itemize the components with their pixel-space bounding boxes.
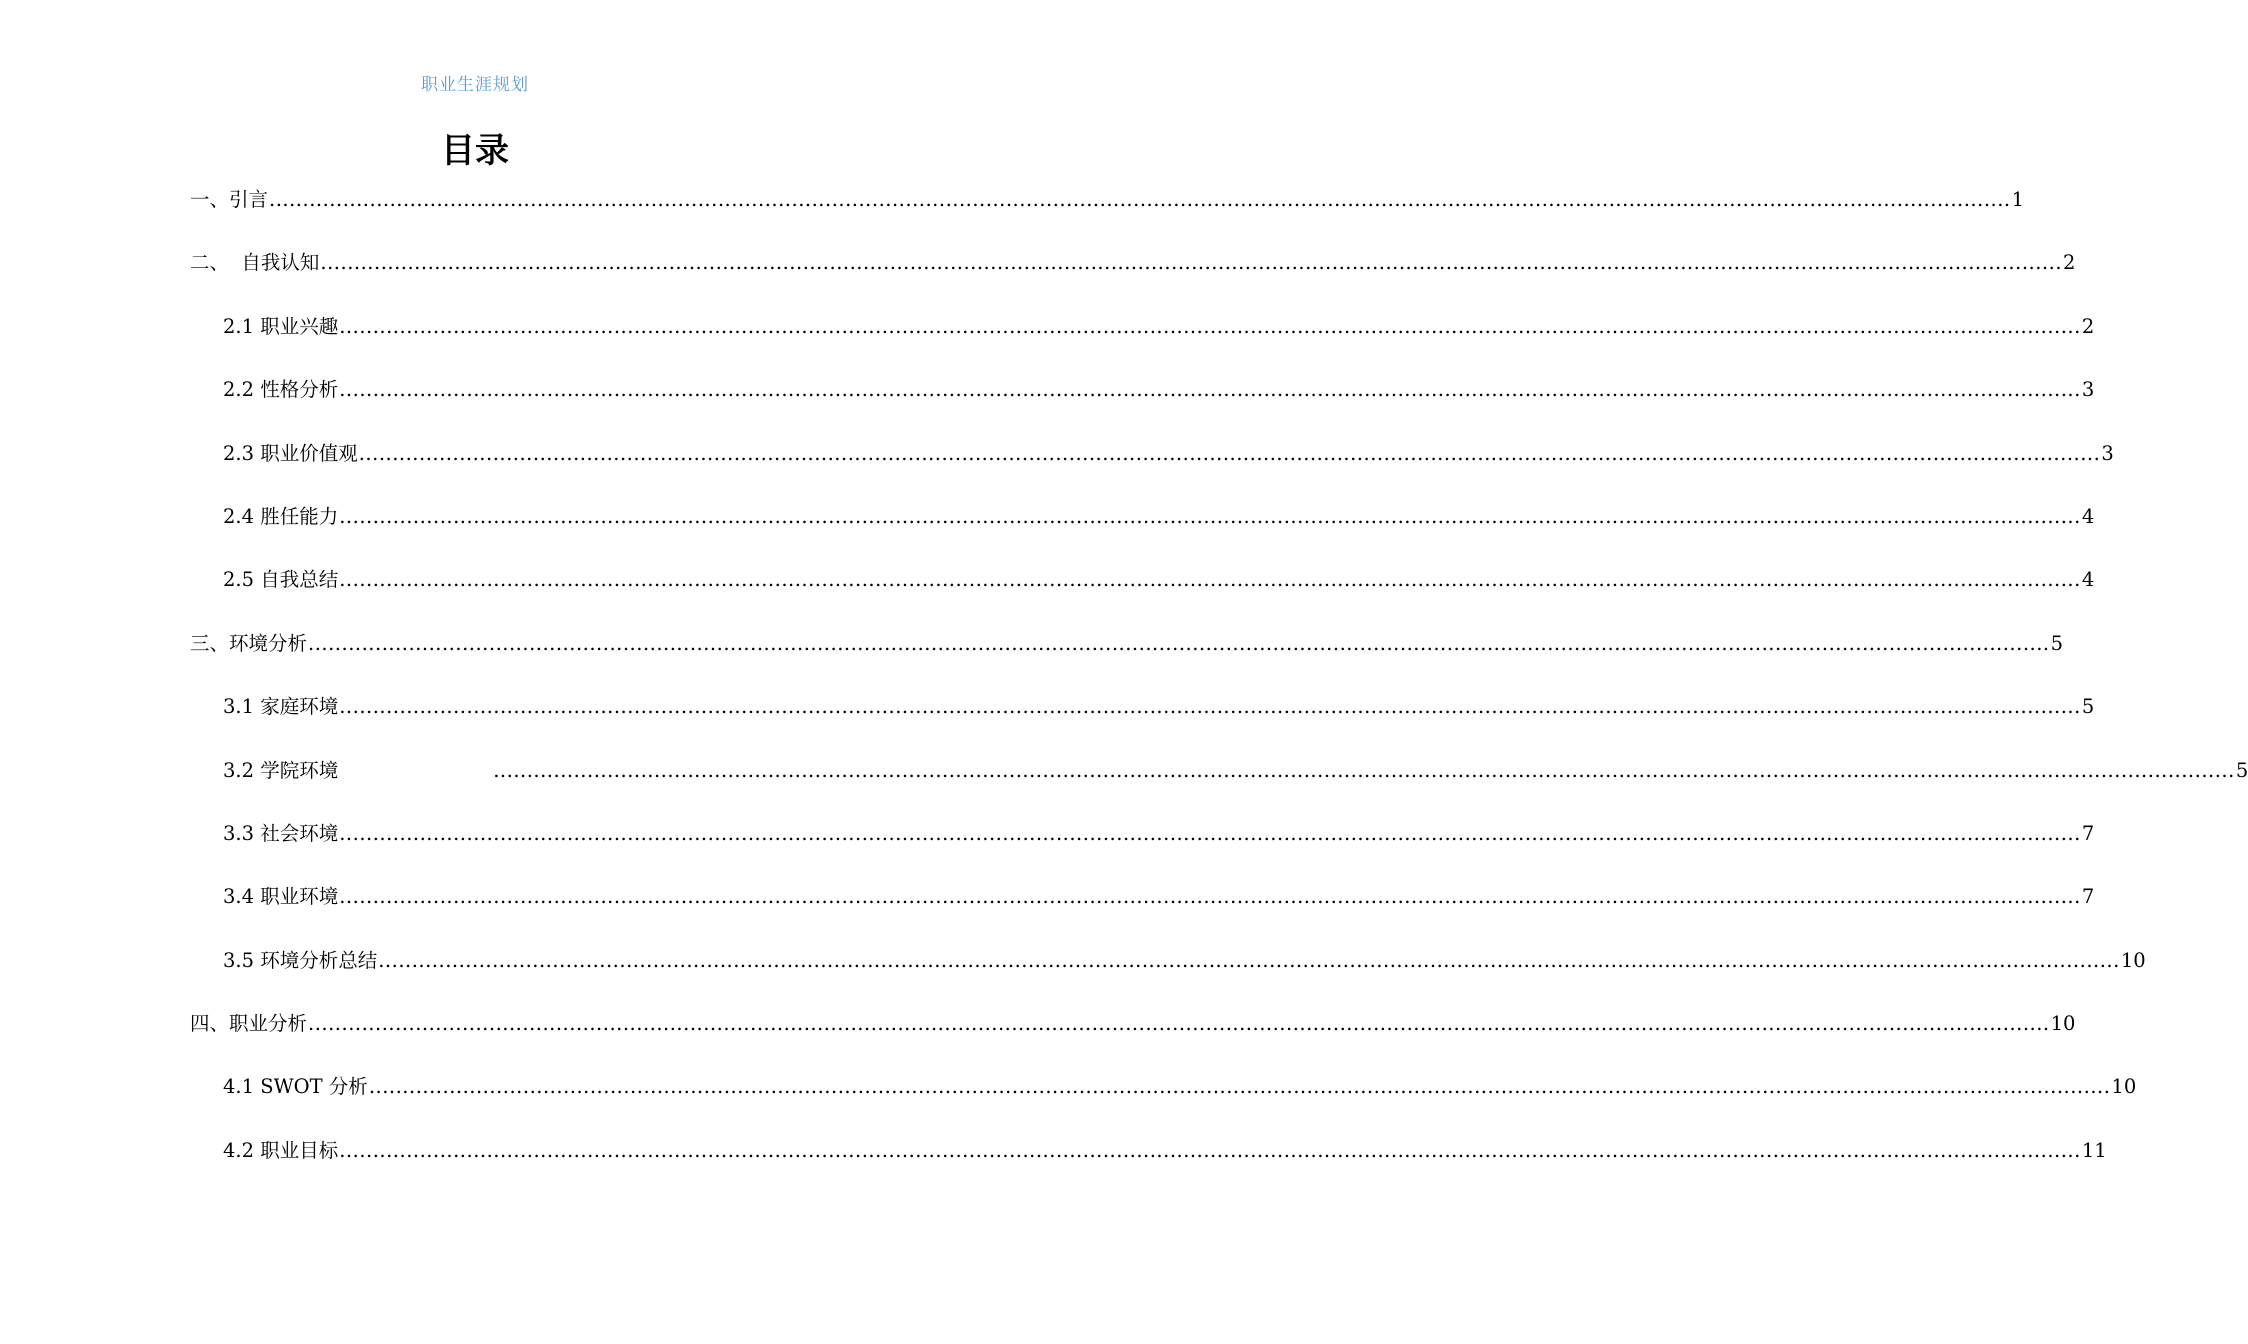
toc-entry-label: 3.4 职业环境 bbox=[223, 885, 339, 909]
toc-page-number: 7 bbox=[2081, 821, 2095, 845]
toc-entry-4-1[interactable] bbox=[190, 1069, 2137, 1132]
toc-page-number: 10 bbox=[2120, 948, 2146, 972]
toc-entry-label: 4.1 SWOT 分析 bbox=[223, 1075, 368, 1099]
toc-page-number: 2 bbox=[2081, 314, 2095, 338]
toc-page-number: 2 bbox=[2063, 251, 2076, 275]
running-header: 职业生涯规划 bbox=[421, 75, 529, 95]
toc-page-number: 10 bbox=[2050, 1012, 2076, 1036]
toc-entry-label: 3.3 社会环境 bbox=[223, 821, 339, 845]
toc-leader-dots: .................................................................................................................................................................................................................................................................... bbox=[339, 821, 2081, 845]
toc-leader-dots: .................................................................................................................................................................................................................................................................... bbox=[368, 1075, 2111, 1099]
toc-entry-label: 2.2 性格分析 bbox=[223, 378, 339, 402]
toc-entry-career-analysis[interactable] bbox=[190, 1006, 2076, 1069]
toc-entry-label: 4.2 职业目标 bbox=[223, 1138, 339, 1162]
toc-leader-dots: .................................................................................................................................................................................................................................................................... bbox=[339, 378, 2081, 402]
toc-entry-3-4[interactable] bbox=[190, 879, 2095, 942]
toc-entry-self-awareness[interactable] bbox=[190, 245, 2076, 308]
toc-leader-dots: .................................................................................................................................................................................................................................................................... bbox=[339, 1138, 2081, 1162]
toc-leader-dots: .................................................................................................................................................................................................................................................................... bbox=[493, 758, 2235, 782]
toc-leader-dots: .................................................................................................................................................................................................................................................................... bbox=[378, 948, 2120, 972]
toc-leader-dots: .................................................................................................................................................................................................................................................................... bbox=[320, 251, 2063, 275]
toc-entry-4-2[interactable] bbox=[190, 1133, 2107, 1196]
toc-entry-2-3[interactable] bbox=[190, 436, 2114, 499]
table-of-contents bbox=[190, 182, 2248, 1196]
toc-entry-2-4[interactable] bbox=[190, 499, 2095, 562]
toc-entry-introduction[interactable] bbox=[190, 182, 2025, 245]
toc-entry-3-2[interactable] bbox=[190, 753, 2248, 816]
toc-entry-3-5[interactable] bbox=[190, 943, 2146, 1006]
toc-entry-label: 一、引言 bbox=[190, 188, 269, 211]
toc-page-number: 4 bbox=[2081, 504, 2095, 528]
toc-leader-dots: .................................................................................................................................................................................................................................................................... bbox=[339, 314, 2081, 338]
toc-entry-2-1[interactable] bbox=[190, 309, 2095, 372]
page-title: 目录 bbox=[441, 131, 509, 171]
toc-entry-label: 四、职业分析 bbox=[190, 1012, 308, 1036]
toc-page-number: 1 bbox=[2011, 188, 2025, 211]
toc-page-number: 11 bbox=[2081, 1138, 2107, 1162]
toc-page-number: 3 bbox=[2081, 378, 2095, 402]
toc-leader-dots: .................................................................................................................................................................................................................................................................... bbox=[358, 441, 2101, 465]
toc-entry-label: 三、环境分析 bbox=[190, 631, 308, 655]
toc-entry-label: 2.4 胜任能力 bbox=[223, 504, 339, 528]
toc-leader-dots: .................................................................................................................................................................................................................................................................... bbox=[339, 504, 2081, 528]
toc-page-number: 4 bbox=[2081, 568, 2095, 592]
toc-entry-2-5[interactable] bbox=[190, 562, 2095, 625]
toc-page-number: 7 bbox=[2081, 885, 2095, 909]
toc-entry-label: 3.1 家庭环境 bbox=[223, 695, 339, 719]
toc-leader-dots: .................................................................................................................................................................................................................................................................... bbox=[339, 568, 2081, 592]
toc-entry-3-3[interactable] bbox=[190, 816, 2095, 879]
toc-page-number: 10 bbox=[2111, 1075, 2137, 1099]
toc-entry-3-1[interactable] bbox=[190, 689, 2095, 752]
toc-entry-label: 2.5 自我总结 bbox=[223, 568, 339, 592]
toc-leader-dots: .................................................................................................................................................................................................................................................................... bbox=[308, 1012, 2050, 1036]
toc-entry-environment-analysis[interactable] bbox=[190, 626, 2064, 689]
toc-entry-2-2[interactable] bbox=[190, 372, 2095, 435]
toc-leader-dots: .................................................................................................................................................................................................................................................................... bbox=[339, 885, 2081, 909]
toc-entry-label: 2.1 职业兴趣 bbox=[223, 314, 339, 338]
toc-entry-label: 3.2 学院环境 bbox=[223, 758, 339, 782]
toc-leader-dots: .................................................................................................................................................................................................................................................................... bbox=[339, 695, 2081, 719]
toc-page-number: 5 bbox=[2235, 758, 2248, 782]
toc-entry-label: 二、 自我认知 bbox=[190, 251, 320, 275]
toc-page-number: 5 bbox=[2081, 695, 2095, 719]
toc-entry-label: 3.5 环境分析总结 bbox=[223, 948, 378, 972]
toc-entry-label: 2.3 职业价值观 bbox=[223, 441, 358, 465]
toc-page-number: 3 bbox=[2101, 441, 2114, 465]
toc-page-number: 5 bbox=[2050, 631, 2064, 655]
toc-leader-dots: .................................................................................................................................................................................................................................................................... bbox=[269, 188, 2011, 211]
toc-leader-dots: .................................................................................................................................................................................................................................................................... bbox=[308, 631, 2050, 655]
